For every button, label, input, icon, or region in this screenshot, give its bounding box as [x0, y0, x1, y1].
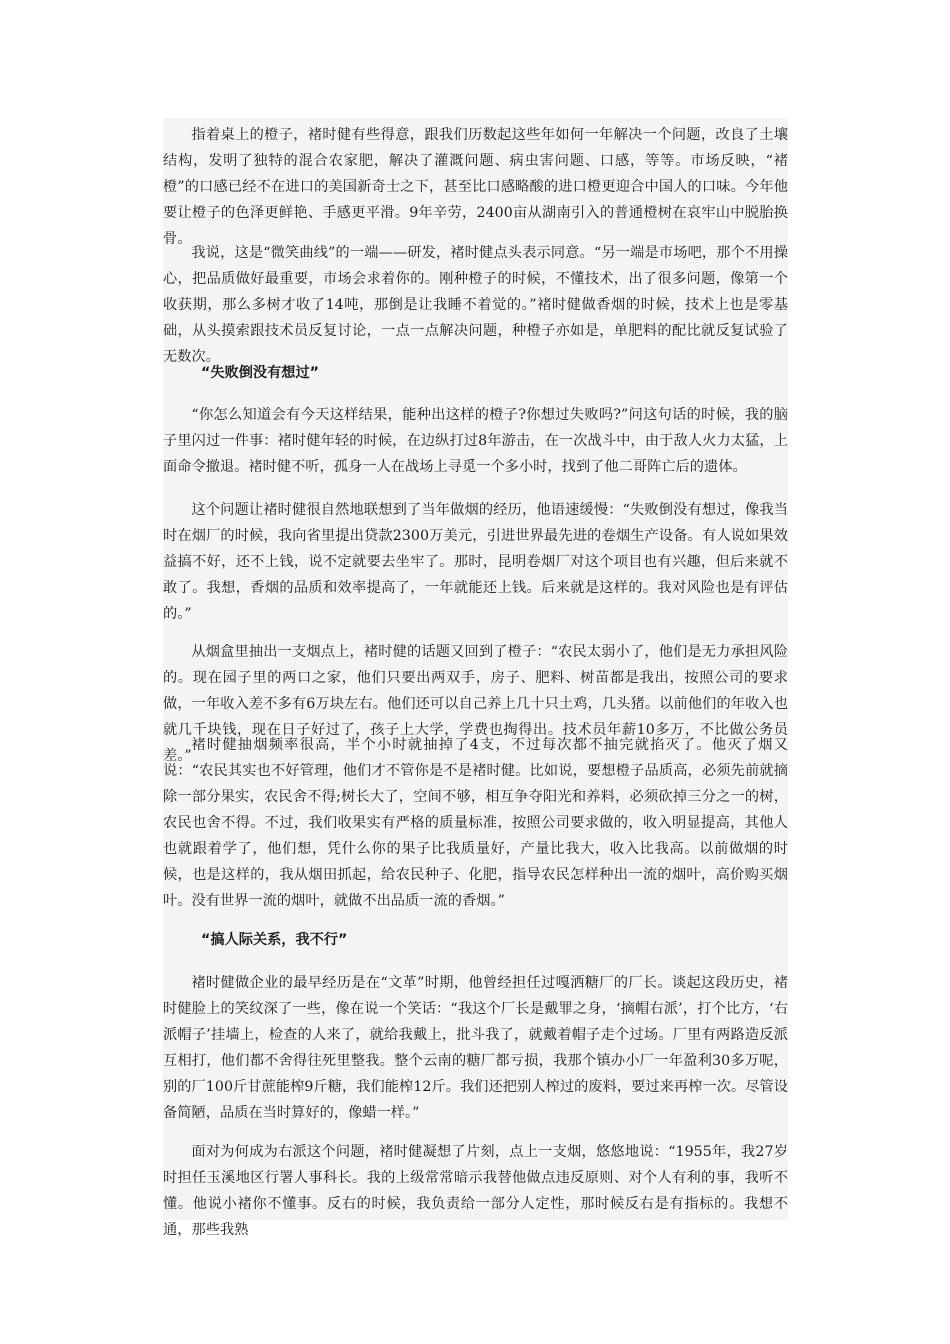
section-heading: “失败倒没有想过” — [201, 365, 319, 381]
paragraph: 从烟盒里抽出一支烟点上，褚时健的话题又回到了橙子：“农民太弱小了，他们是无力承担风险的。现在园子里的两口之家，他们只要出两双手，房子、肥料、树苗都是我出，按照公司的要求做，一年收入差不多有6万块左右。他们还可以自己养上几十只土鸡，几头猪。以前他们的年收入也就几千块钱，现在日子好过了，孩子上大学，学费也掏得出。技术员年薪10多万，不比做公务员差。” — [163, 644, 788, 764]
paragraph: 褚时健做企业的最早经历是在“文革”时期，他曾经担任过嘎洒糖厂的厂长。谈起这段历史，褚时健脸上的笑纹深了一些，像在说一个笑话：“我这个厂长是戴罪之身，‘摘帽右派’，打个比方，‘右派帽子’挂墙上，检查的人来了，就给我戴上，批斗我了，就戴着帽子走个过场。厂里有两路造反派互相打，他们都不舍得往死里整我。整个云南的糖厂都亏损，我那个镇办小厂一年盈利30多万呢，别的厂100斤甘蔗能榨9斤糖，我们能榨12斤。我们还把别人榨过的废料，要过来再榨一次。尽管设备简陋，品质在当时算好的，像蜡一样。” — [163, 975, 788, 1121]
paragraph: 指着桌上的橙子，褚时健有些得意，跟我们历数起这些年如何一年解决一个问题，改良了土壤结构，发明了独特的混合农家肥，解决了灌溉问题、病虫害问题、口感，等等。市场反映，“褚橙”的口感已经不在进口的美国新奇士之下，甚至比口感略酸的进口橙更迎合中国人的口味。今年他要让橙子的色泽更鲜艳、手感更平滑。9年辛劳，2400亩从湖南引入的普通橙树在哀牢山中脱胎换骨。 — [163, 127, 788, 247]
section-heading: “搞人际关系，我不行” — [201, 932, 348, 948]
paragraph: 这个问题让褚时健很自然地联想到了当年做烟的经历，他语速缓慢：“失败倒没有想过，像我当时在烟厂的时候，我向省里提出贷款2300万美元，引进世界最先进的卷烟生产设备。有人说如果效益搞不好，还不上钱，说不定就要去坐牢了。那时，昆明卷烟厂对这个项目也有兴趣，但后来就不敢了。我想，香烟的品质和效率提高了，一年就能还上钱。后来就是这样的。我对风险也是有评估的。” — [163, 502, 788, 622]
article-body — [163, 118, 788, 1238]
paragraph: “你怎么知道会有今天这样结果，能种出这样的橙子?你想过失败吗?”问这句话的时候，我的脑子里闪过一件事：褚时健年轻的时候，在边纵打过8年游击，在一次战斗中，由于敌人火力太猛，上面命令撤退。褚时健不听，孤身一人在战场上寻觅一个多小时，找到了他二哥阵亡后的遗体。 — [163, 407, 788, 475]
paragraph: 褚时健抽烟频率很高，半个小时就抽掉了4支，不过每次都不抽完就掐灭了。他灭了烟又说：“农民其实也不好管理，他们才不管你是不是褚时健。比如说，要想橙子品质高，必须先前就摘除一部分果实，农民舍不得;树长大了，空间不够，相互争夺阳光和养料，必须砍掉三分之一的树，农民也舍不得。不过，我们收果实有严格的质量标准，按照公司要求做的，收入明显提高，其他人也就跟着学了，他们想，凭什么你的果子比我质量好，产量比我大，收入比我高。以前做烟的时候，也是这样的，我从烟田抓起，给农民种子、化肥，指导农民怎样种出一流的烟叶，高价购买烟叶。没有世界一流的烟叶，就做不出品质一流的香烟。” — [163, 737, 788, 909]
paragraph: 面对为何成为右派这个问题，褚时健凝想了片刻，点上一支烟，悠悠地说：“1955年，我27岁时担任玉溪地区行署人事科长。我的上级常常暗示我替他做点违反原则、对个人有利的事，我听不懂。他说小褚你不懂事。反右的时候，我负责给一部分人定性，那时候反右是有指标的。我想不通，那些我熟 — [163, 1144, 788, 1238]
paragraph: 我说，这是“微笑曲线”的一端——研发，褚时健点头表示同意。“另一端是市场吧，那个不用操心，把品质做好最重要，市场会求着你的。刚种橙子的时候，不懂技术，出了很多问题，像第一个收获期，那么多树才收了14吨，那倒是让我睡不着觉的。”褚时健做香烟的时候，技术上也是零基础，从头摸索跟技术员反复讨论，一点一点解决问题，种橙子亦如是，单肥料的配比就反复试验了无数次。 — [163, 245, 788, 365]
